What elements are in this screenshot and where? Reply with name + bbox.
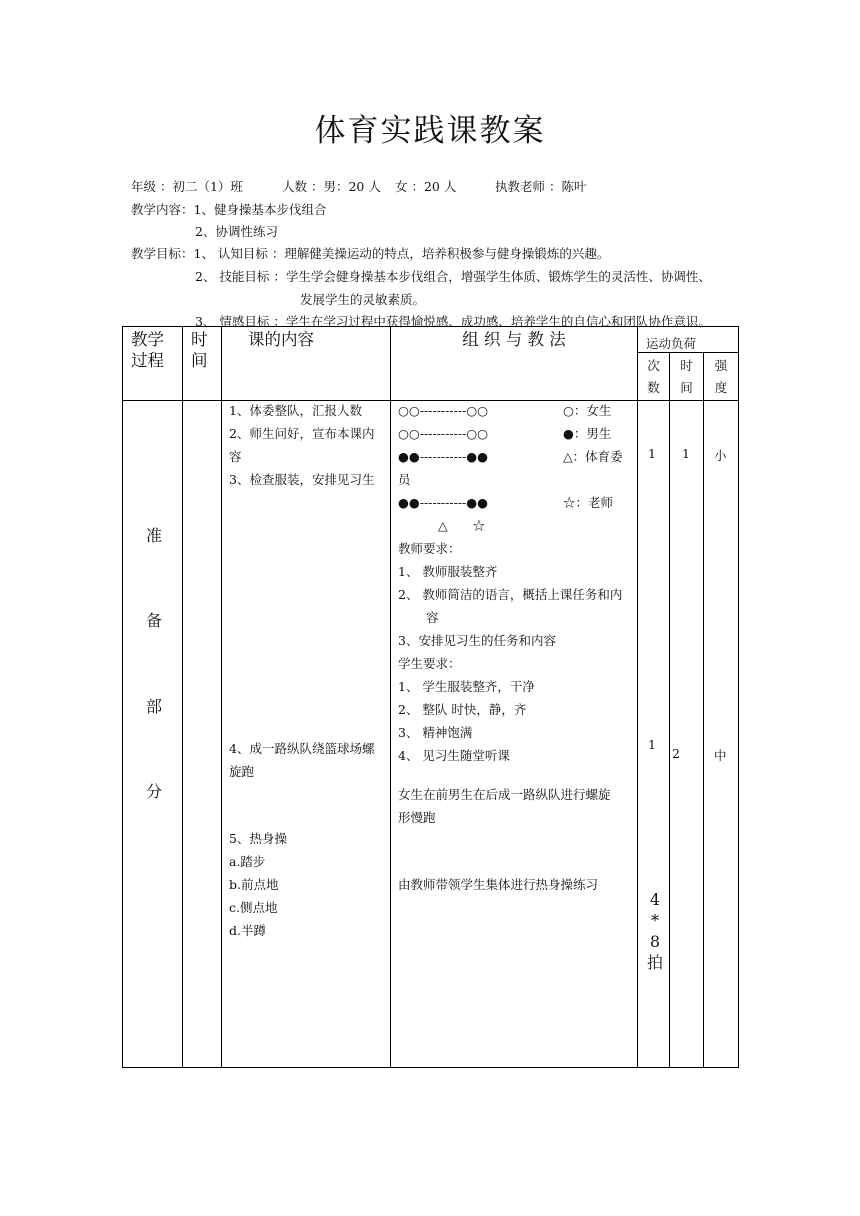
formation-row: ○○-----------○○ (398, 426, 489, 441)
teacher-req-item: 容 (426, 610, 439, 625)
header-intensity: 强度 (704, 353, 739, 401)
student-req-item: 1、 学生服装整齐，干净 (398, 679, 535, 694)
legend-teacher: ☆：老师 (563, 495, 614, 510)
teaching-goal-3: 3、 情感目标 ：学生在学习过程中获得愉悦感、成功感、培养学生的自信心和团队协作意识。 (195, 314, 711, 329)
content-cell (222, 401, 391, 1068)
load-time-cell (670, 401, 704, 1068)
load-count: 1 (648, 446, 656, 461)
load-count: 1 (648, 737, 656, 752)
method-line: 女生在前男生在后成一路纵队进行螺旋 (398, 787, 611, 802)
legend-male: ●：男生 (563, 426, 612, 441)
header-time: 时间 (183, 327, 222, 401)
time-cell (183, 401, 222, 1068)
header-method: 组 织 与 教 法 (391, 327, 638, 401)
legend-monitor-cont: 员 (398, 472, 411, 487)
teaching-goal-2: 2、 技能目标 ：学生学会健身操基本步伐组合，增强学生体质、锻炼学生的灵活性、协调性、 (195, 269, 711, 284)
content-line: 旋跑 (229, 764, 255, 779)
method-cell (391, 401, 638, 1068)
load-count-cell (638, 401, 670, 1068)
teaching-content-2: 2、协调性练习 (195, 224, 278, 239)
formation-row: ●●-----------●● (398, 449, 489, 464)
content-line: 容 (229, 449, 242, 464)
method-line: 由教师带领学生集体进行热身操练习 (398, 877, 599, 892)
teaching-content-1: 教学内容：1、健身操基本步伐组合 (131, 202, 327, 217)
header-load: 运动负荷 (638, 327, 739, 353)
formation-row: ○○-----------○○ (398, 403, 489, 418)
page-title: 体育实践课教案 (314, 113, 546, 149)
section-char: 准 (146, 526, 163, 545)
method-line: 形慢跑 (398, 810, 436, 825)
student-req-title: 学生要求： (398, 656, 461, 671)
student-req-item: 4、 见习生随堂听课 (398, 748, 510, 763)
content-line: 3、检查服装，安排见习生 (229, 472, 375, 487)
teaching-goal-2-cont: 发展学生的灵敏素质。 (300, 292, 426, 307)
student-req-item: 2、 整队 时快，静，齐 (398, 702, 527, 717)
load-intensity: 中 (714, 748, 727, 763)
header-duration: 时间 (670, 353, 704, 401)
content-line: 1、体委整队，汇报人数 (229, 403, 362, 418)
grade-label: 年级 ：初二（1）班 (131, 179, 243, 194)
load-time: 1 (682, 446, 690, 461)
header-content: 课的内容 (222, 327, 391, 401)
content-line: 4、成一路纵队绕篮球场螺 (229, 741, 375, 756)
content-line: 5、热身操 (229, 831, 287, 846)
formation-row: ●●-----------●● (398, 495, 489, 510)
section-prep (123, 401, 183, 1068)
section-char: 分 (146, 782, 163, 801)
section-char: 部 (146, 697, 163, 716)
teacher-req-item: 2、 教师简洁的语言，概括上课任务和内 (398, 587, 623, 602)
legend-female: ○：女生 (563, 403, 612, 418)
content-line: b.前点地 (229, 877, 279, 892)
student-count-female: 女 ：20 人 (395, 179, 457, 194)
content-line: 2、师生问好，宣布本课内 (229, 426, 375, 441)
content-line: c.侧点地 (229, 900, 278, 915)
teacher-req-item: 1、 教师服装整齐 (398, 564, 498, 579)
header-process: 教学过程 (123, 327, 183, 401)
content-line: d.半蹲 (229, 923, 266, 938)
load-count-beats: 4 * 8 拍 (647, 890, 664, 972)
header-count: 次数 (638, 353, 670, 401)
load-intensity-cell (704, 401, 739, 1068)
student-count-male: 人数 ：男：20 人 (282, 179, 381, 194)
section-char: 备 (146, 611, 163, 630)
teacher-req-item: 3、安排见习生的任务和内容 (398, 633, 556, 648)
teacher-label: 执教老师 ：陈叶 (495, 179, 587, 194)
lesson-plan-table (122, 326, 739, 1068)
legend-monitor: △：体育委 (563, 449, 623, 464)
student-req-item: 3、 精神饱满 (398, 725, 473, 740)
content-line: a.踏步 (229, 854, 266, 869)
formation-row: △ ☆ (438, 518, 486, 533)
teaching-goal-1: 教学目标：1、 认知目标 ：理解健美操运动的特点，培养积极参与健身操锻炼的兴趣。 (131, 246, 610, 261)
teacher-req-title: 教师要求： (398, 541, 461, 556)
load-time: 2 (672, 746, 680, 761)
load-intensity: 小 (714, 448, 727, 463)
